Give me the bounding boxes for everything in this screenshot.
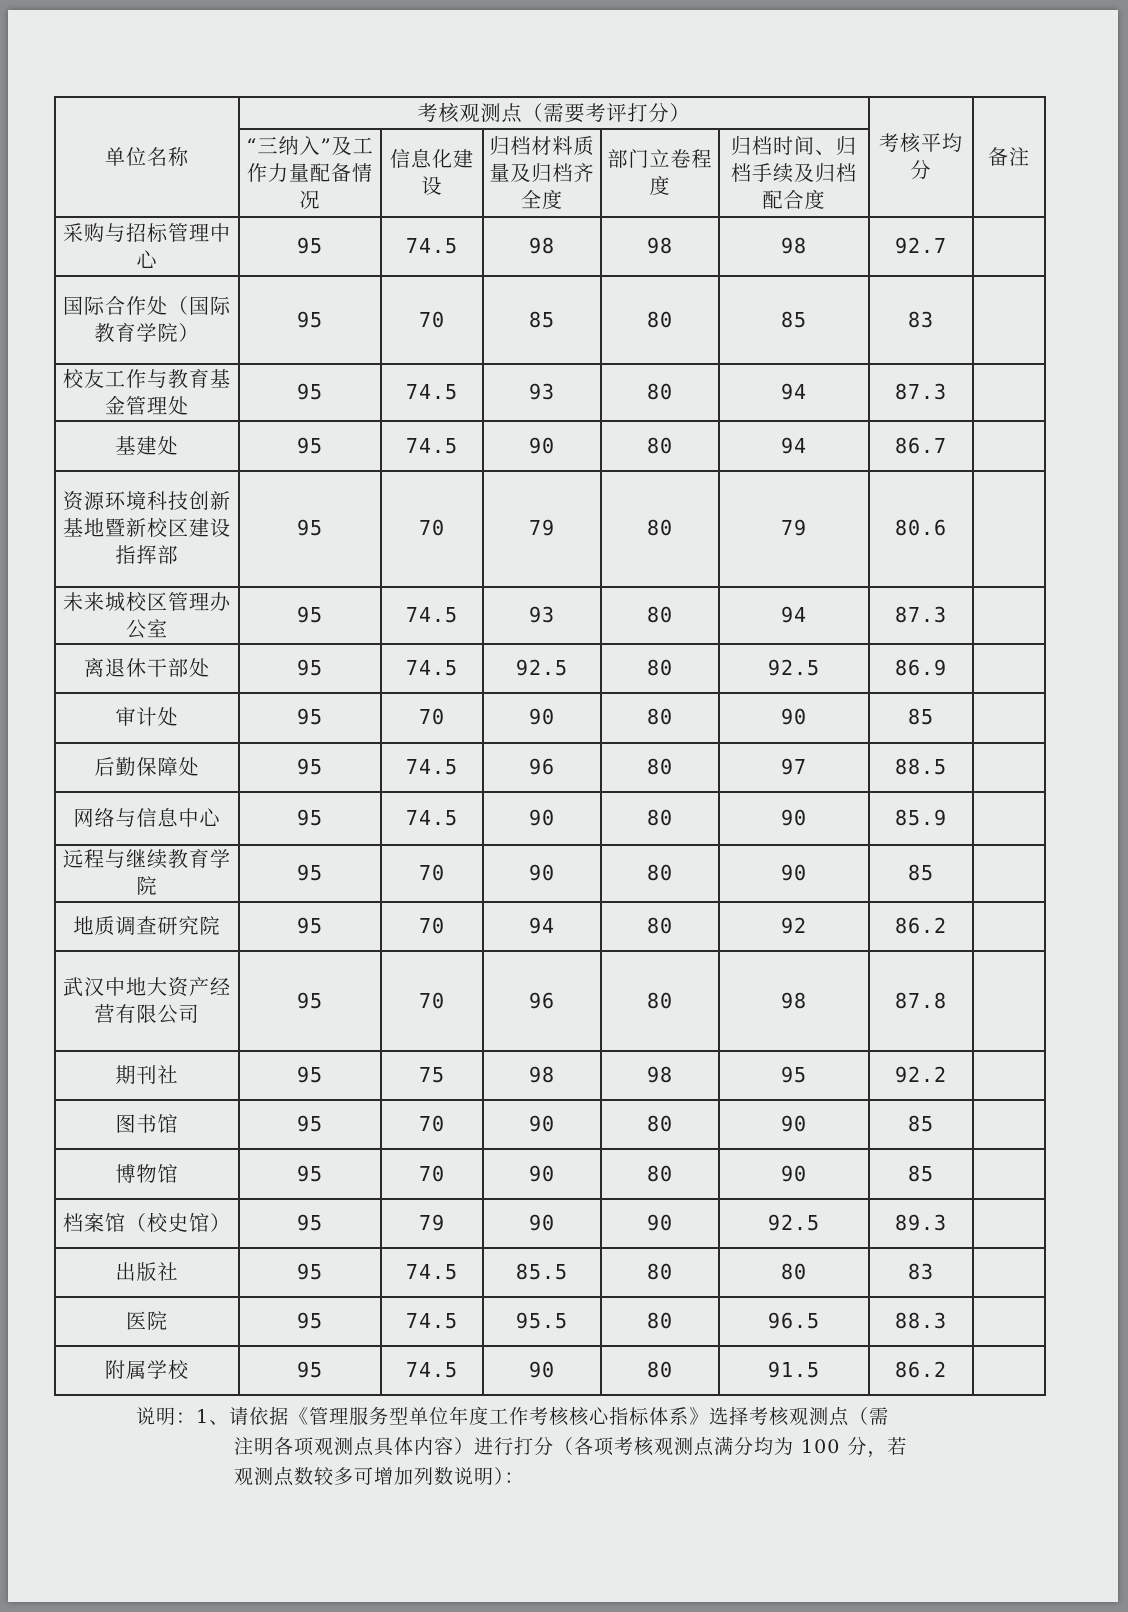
cell-score-4: 80 [601, 845, 719, 902]
cell-unit: 后勤保障处 [55, 743, 239, 792]
cell-score-1: 95 [239, 1149, 381, 1198]
cell-score-2: 74.5 [381, 743, 483, 792]
cell-score-2: 74.5 [381, 217, 483, 276]
cell-average: 92.2 [869, 1051, 973, 1100]
cell-score-3: 93 [483, 364, 601, 421]
cell-score-1: 95 [239, 644, 381, 693]
cell-score-1: 95 [239, 587, 381, 644]
cell-remark [973, 217, 1045, 276]
cell-score-5: 94 [719, 421, 869, 470]
header-sub-2: 信息化建设 [381, 129, 483, 217]
cell-score-3: 93 [483, 587, 601, 644]
cell-score-4: 80 [601, 743, 719, 792]
note-line-2: 注明各项观测点具体内容）进行打分（各项考核观测点满分均为 100 分，若 [234, 1436, 908, 1458]
scanned-page [8, 10, 1118, 1602]
cell-score-2: 70 [381, 951, 483, 1051]
cell-remark [973, 644, 1045, 693]
cell-score-2: 79 [381, 1199, 483, 1248]
cell-unit: 期刊社 [55, 1051, 239, 1100]
cell-average: 85 [869, 693, 973, 742]
cell-remark [973, 587, 1045, 644]
cell-unit: 资源环境科技创新基地暨新校区建设指挥部 [55, 471, 239, 588]
cell-average: 87.3 [869, 587, 973, 644]
cell-score-1: 95 [239, 693, 381, 742]
cell-average: 83 [869, 1248, 973, 1297]
cell-remark [973, 1100, 1045, 1149]
cell-score-2: 70 [381, 693, 483, 742]
header-sub-4: 部门立卷程度 [601, 129, 719, 217]
cell-average: 92.7 [869, 217, 973, 276]
cell-score-1: 95 [239, 743, 381, 792]
table-row [55, 1297, 1045, 1346]
cell-unit: 未来城校区管理办公室 [55, 587, 239, 644]
cell-score-3: 90 [483, 792, 601, 845]
cell-score-2: 70 [381, 845, 483, 902]
cell-remark [973, 1297, 1045, 1346]
cell-score-4: 80 [601, 587, 719, 644]
cell-score-1: 95 [239, 276, 381, 364]
cell-unit: 附属学校 [55, 1346, 239, 1395]
table-row [55, 364, 1045, 421]
assessment-table [54, 96, 1046, 1396]
cell-remark [973, 902, 1045, 951]
cell-score-5: 92 [719, 902, 869, 951]
cell-average: 86.9 [869, 644, 973, 693]
cell-score-3: 98 [483, 1051, 601, 1100]
cell-score-2: 74.5 [381, 792, 483, 845]
cell-average: 88.5 [869, 743, 973, 792]
cell-score-3: 85.5 [483, 1248, 601, 1297]
cell-score-4: 90 [601, 1199, 719, 1248]
cell-remark [973, 1346, 1045, 1395]
cell-unit: 离退休干部处 [55, 644, 239, 693]
cell-score-2: 74.5 [381, 1346, 483, 1395]
cell-score-2: 70 [381, 1100, 483, 1149]
cell-score-3: 79 [483, 471, 601, 588]
cell-unit: 采购与招标管理中心 [55, 217, 239, 276]
header-row-group [55, 97, 1045, 129]
cell-score-1: 95 [239, 364, 381, 421]
header-unit: 单位名称 [55, 97, 239, 217]
cell-score-1: 95 [239, 217, 381, 276]
cell-unit: 医院 [55, 1297, 239, 1346]
cell-unit: 远程与继续教育学院 [55, 845, 239, 902]
cell-average: 87.8 [869, 951, 973, 1051]
cell-score-3: 90 [483, 1346, 601, 1395]
cell-score-3: 95.5 [483, 1297, 601, 1346]
cell-average: 85 [869, 1149, 973, 1198]
cell-score-2: 74.5 [381, 644, 483, 693]
cell-average: 85 [869, 1100, 973, 1149]
cell-score-2: 74.5 [381, 421, 483, 470]
cell-score-3: 90 [483, 1199, 601, 1248]
cell-score-2: 75 [381, 1051, 483, 1100]
cell-score-4: 98 [601, 1051, 719, 1100]
cell-score-4: 80 [601, 471, 719, 588]
cell-average: 87.3 [869, 364, 973, 421]
cell-score-1: 95 [239, 421, 381, 470]
cell-score-3: 92.5 [483, 644, 601, 693]
cell-unit: 出版社 [55, 1248, 239, 1297]
header-sub-1: “三纳入”及工作力量配备情况 [239, 129, 381, 217]
table-row [55, 217, 1045, 276]
cell-remark [973, 421, 1045, 470]
table-row [55, 587, 1045, 644]
cell-score-3: 90 [483, 693, 601, 742]
cell-score-3: 90 [483, 421, 601, 470]
cell-unit: 档案馆（校史馆） [55, 1199, 239, 1248]
cell-score-4: 80 [601, 902, 719, 951]
cell-score-2: 70 [381, 902, 483, 951]
cell-score-4: 80 [601, 364, 719, 421]
cell-average: 80.6 [869, 471, 973, 588]
cell-score-1: 95 [239, 1199, 381, 1248]
cell-remark [973, 792, 1045, 845]
table-row [55, 1149, 1045, 1198]
cell-score-2: 74.5 [381, 1248, 483, 1297]
table-row [55, 1248, 1045, 1297]
cell-average: 86.7 [869, 421, 973, 470]
table-row [55, 1100, 1045, 1149]
cell-score-3: 94 [483, 902, 601, 951]
cell-score-4: 80 [601, 1248, 719, 1297]
header-sub-5: 归档时间、归档手续及归档配合度 [719, 129, 869, 217]
cell-score-5: 94 [719, 364, 869, 421]
cell-remark [973, 693, 1045, 742]
cell-average: 89.3 [869, 1199, 973, 1248]
cell-score-4: 98 [601, 217, 719, 276]
cell-score-4: 80 [601, 644, 719, 693]
cell-average: 88.3 [869, 1297, 973, 1346]
cell-score-3: 85 [483, 276, 601, 364]
cell-score-5: 97 [719, 743, 869, 792]
cell-unit: 国际合作处（国际教育学院） [55, 276, 239, 364]
cell-unit: 地质调查研究院 [55, 902, 239, 951]
cell-score-1: 95 [239, 951, 381, 1051]
cell-score-5: 90 [719, 845, 869, 902]
cell-score-5: 94 [719, 587, 869, 644]
cell-score-5: 90 [719, 693, 869, 742]
table-row [55, 276, 1045, 364]
cell-score-5: 92.5 [719, 644, 869, 693]
explanation-note [136, 1402, 1016, 1492]
cell-score-2: 74.5 [381, 1297, 483, 1346]
note-line-3: 观测点数较多可增加列数说明）： [234, 1466, 525, 1488]
cell-unit: 武汉中地大资产经营有限公司 [55, 951, 239, 1051]
cell-score-1: 95 [239, 1248, 381, 1297]
cell-score-1: 95 [239, 1297, 381, 1346]
cell-score-2: 74.5 [381, 364, 483, 421]
cell-score-2: 70 [381, 1149, 483, 1198]
cell-average: 83 [869, 276, 973, 364]
cell-average: 86.2 [869, 1346, 973, 1395]
cell-score-5: 80 [719, 1248, 869, 1297]
cell-score-1: 95 [239, 845, 381, 902]
cell-remark [973, 1248, 1045, 1297]
header-sub-3: 归档材料质量及归档齐全度 [483, 129, 601, 217]
cell-score-5: 90 [719, 1100, 869, 1149]
cell-unit: 校友工作与教育基金管理处 [55, 364, 239, 421]
cell-score-4: 80 [601, 951, 719, 1051]
table-row [55, 902, 1045, 951]
header-remark: 备注 [973, 97, 1045, 217]
cell-unit: 图书馆 [55, 1100, 239, 1149]
cell-average: 85.9 [869, 792, 973, 845]
table-row [55, 421, 1045, 470]
table-row [55, 644, 1045, 693]
table-body [55, 217, 1045, 1395]
cell-score-1: 95 [239, 792, 381, 845]
cell-score-4: 80 [601, 276, 719, 364]
cell-score-3: 96 [483, 951, 601, 1051]
cell-score-4: 80 [601, 792, 719, 845]
table-row [55, 792, 1045, 845]
table-row [55, 1346, 1045, 1395]
cell-score-5: 79 [719, 471, 869, 588]
header-observation-group: 考核观测点（需要考评打分） [239, 97, 869, 129]
cell-remark [973, 1199, 1045, 1248]
cell-remark [973, 1149, 1045, 1198]
table-row [55, 471, 1045, 588]
cell-average: 85 [869, 845, 973, 902]
cell-score-5: 95 [719, 1051, 869, 1100]
cell-score-2: 70 [381, 471, 483, 588]
cell-remark [973, 743, 1045, 792]
cell-score-4: 80 [601, 1346, 719, 1395]
cell-score-5: 90 [719, 1149, 869, 1198]
cell-unit: 基建处 [55, 421, 239, 470]
table-row [55, 845, 1045, 902]
cell-score-4: 80 [601, 693, 719, 742]
table-row [55, 1199, 1045, 1248]
cell-score-3: 98 [483, 217, 601, 276]
cell-score-1: 95 [239, 1100, 381, 1149]
cell-score-4: 80 [601, 1297, 719, 1346]
cell-score-4: 80 [601, 1100, 719, 1149]
cell-remark [973, 364, 1045, 421]
cell-score-3: 90 [483, 1149, 601, 1198]
cell-score-1: 95 [239, 902, 381, 951]
table-row [55, 1051, 1045, 1100]
cell-score-2: 70 [381, 276, 483, 364]
cell-remark [973, 845, 1045, 902]
table-row [55, 693, 1045, 742]
cell-score-1: 95 [239, 471, 381, 588]
cell-remark [973, 471, 1045, 588]
cell-score-5: 91.5 [719, 1346, 869, 1395]
cell-unit: 审计处 [55, 693, 239, 742]
cell-score-5: 90 [719, 792, 869, 845]
cell-score-5: 92.5 [719, 1199, 869, 1248]
cell-score-4: 80 [601, 421, 719, 470]
cell-remark [973, 276, 1045, 364]
cell-score-4: 80 [601, 1149, 719, 1198]
cell-score-2: 74.5 [381, 587, 483, 644]
cell-score-1: 95 [239, 1346, 381, 1395]
cell-remark [973, 951, 1045, 1051]
cell-score-3: 96 [483, 743, 601, 792]
cell-remark [973, 1051, 1045, 1100]
cell-unit: 网络与信息中心 [55, 792, 239, 845]
cell-score-5: 85 [719, 276, 869, 364]
table-row [55, 951, 1045, 1051]
cell-score-3: 90 [483, 845, 601, 902]
cell-score-3: 90 [483, 1100, 601, 1149]
cell-score-5: 96.5 [719, 1297, 869, 1346]
cell-average: 86.2 [869, 902, 973, 951]
cell-score-5: 98 [719, 951, 869, 1051]
header-average: 考核平均分 [869, 97, 973, 217]
cell-score-5: 98 [719, 217, 869, 276]
table-row [55, 743, 1045, 792]
cell-score-1: 95 [239, 1051, 381, 1100]
note-line-1: 说明：1、请依据《管理服务型单位年度工作考核核心指标体系》选择考核观测点（需 [136, 1406, 890, 1428]
cell-unit: 博物馆 [55, 1149, 239, 1198]
